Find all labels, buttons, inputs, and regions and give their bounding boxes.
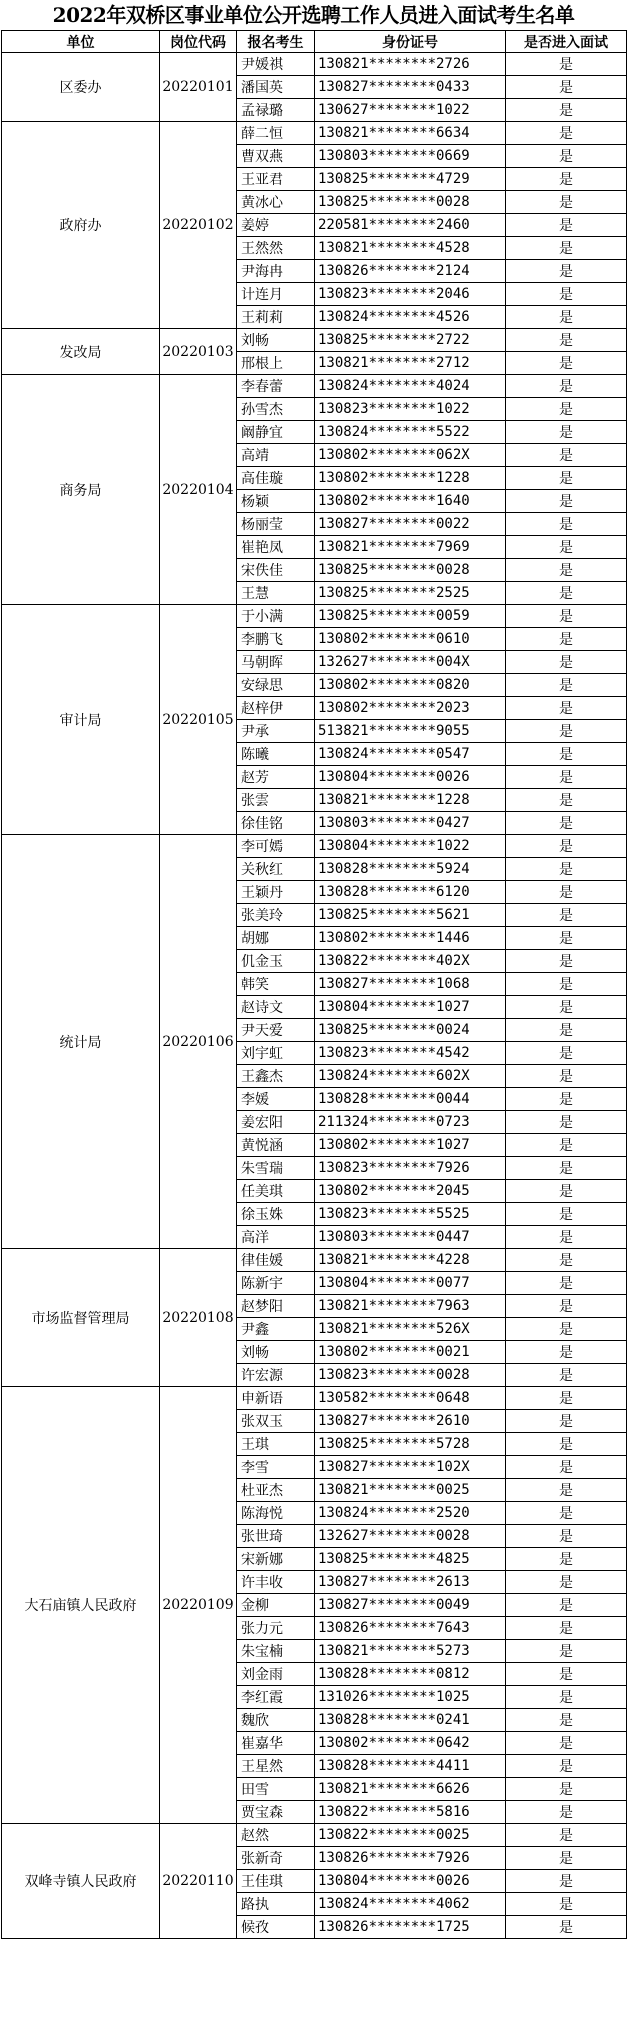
id-number-cell: 130823********5525 [315, 1203, 506, 1226]
table-row [2, 375, 627, 398]
interview-status-cell: 是 [506, 1065, 627, 1088]
interview-status-cell: 是 [506, 1111, 627, 1134]
id-number-cell: 130802********2045 [315, 1180, 506, 1203]
interview-status-cell: 是 [506, 1088, 627, 1111]
id-number-cell: 130804********0026 [315, 1870, 506, 1893]
id-number-cell: 130802********2023 [315, 697, 506, 720]
interview-status-cell: 是 [506, 950, 627, 973]
interview-status-cell: 是 [506, 1663, 627, 1686]
interview-status-cell: 是 [506, 375, 627, 398]
id-number-cell: 130822********0025 [315, 1824, 506, 1847]
candidate-name-cell: 任美琪 [237, 1180, 315, 1203]
id-number-cell: 130802********0642 [315, 1732, 506, 1755]
candidate-name-cell: 计连月 [237, 283, 315, 306]
id-number-cell: 130828********4411 [315, 1755, 506, 1778]
id-number-cell: 130824********2520 [315, 1502, 506, 1525]
candidate-name-cell: 王慧 [237, 582, 315, 605]
header-row [2, 31, 627, 53]
candidate-name-cell: 赵梓伊 [237, 697, 315, 720]
interview-status-cell: 是 [506, 559, 627, 582]
id-number-cell: 211324********0723 [315, 1111, 506, 1134]
candidate-name-cell: 孟禄璐 [237, 99, 315, 122]
interview-status-cell: 是 [506, 168, 627, 191]
table-row [2, 53, 627, 76]
candidate-name-cell: 刘畅 [237, 1341, 315, 1364]
id-number-cell: 130824********5522 [315, 421, 506, 444]
id-number-cell: 130827********0022 [315, 513, 506, 536]
id-number-cell: 130827********102X [315, 1456, 506, 1479]
unit-cell: 区委办 [2, 53, 160, 122]
header-interview: 是否进入面试 [506, 31, 627, 53]
candidate-name-cell: 贾宝森 [237, 1801, 315, 1824]
interview-status-cell: 是 [506, 214, 627, 237]
unit-cell: 大石庙镇人民政府 [2, 1387, 160, 1824]
interview-status-cell: 是 [506, 881, 627, 904]
id-number-cell: 130802********0610 [315, 628, 506, 651]
interview-status-cell: 是 [506, 237, 627, 260]
id-number-cell: 132627********0028 [315, 1525, 506, 1548]
interview-status-cell: 是 [506, 1709, 627, 1732]
interview-status-cell: 是 [506, 1295, 627, 1318]
candidate-name-cell: 张双玉 [237, 1410, 315, 1433]
unit-cell: 统计局 [2, 835, 160, 1249]
interview-status-cell: 是 [506, 1847, 627, 1870]
id-number-cell: 130827********2610 [315, 1410, 506, 1433]
table-row [2, 329, 627, 352]
candidate-name-cell: 韩笑 [237, 973, 315, 996]
interview-status-cell: 是 [506, 536, 627, 559]
interview-status-cell: 是 [506, 835, 627, 858]
candidate-name-cell: 路执 [237, 1893, 315, 1916]
candidate-name-cell: 刘金雨 [237, 1663, 315, 1686]
candidate-name-cell: 王颖丹 [237, 881, 315, 904]
interview-status-cell: 是 [506, 513, 627, 536]
candidate-name-cell: 赵芳 [237, 766, 315, 789]
table-row [2, 605, 627, 628]
candidate-name-cell: 徐佳铭 [237, 812, 315, 835]
interview-status-cell: 是 [506, 1456, 627, 1479]
interview-status-cell: 是 [506, 1870, 627, 1893]
candidate-name-cell: 朱宝楠 [237, 1640, 315, 1663]
candidate-name-cell: 陈新宇 [237, 1272, 315, 1295]
id-number-cell: 130825********0024 [315, 1019, 506, 1042]
table-row [2, 1249, 627, 1272]
id-number-cell: 130802********1640 [315, 490, 506, 513]
candidate-name-cell: 黄冰心 [237, 191, 315, 214]
interview-status-cell: 是 [506, 1272, 627, 1295]
id-number-cell: 130827********0049 [315, 1594, 506, 1617]
interview-status-cell: 是 [506, 53, 627, 76]
unit-cell: 政府办 [2, 122, 160, 329]
candidate-name-cell: 曹双燕 [237, 145, 315, 168]
interview-status-cell: 是 [506, 1594, 627, 1617]
interview-status-cell: 是 [506, 812, 627, 835]
interview-status-cell: 是 [506, 674, 627, 697]
id-number-cell: 130802********062X [315, 444, 506, 467]
candidate-name-cell: 张世琦 [237, 1525, 315, 1548]
candidate-name-cell: 刘宇虹 [237, 1042, 315, 1065]
id-number-cell: 130827********1068 [315, 973, 506, 996]
interview-status-cell: 是 [506, 1571, 627, 1594]
candidate-name-cell: 陈曦 [237, 743, 315, 766]
id-number-cell: 130802********1027 [315, 1134, 506, 1157]
interview-status-cell: 是 [506, 352, 627, 375]
id-number-cell: 130822********402X [315, 950, 506, 973]
candidate-name-cell: 张新奇 [237, 1847, 315, 1870]
table-row [2, 835, 627, 858]
interview-status-cell: 是 [506, 1755, 627, 1778]
table-row [2, 1824, 627, 1847]
interview-status-cell: 是 [506, 743, 627, 766]
candidate-name-cell: 李媛 [237, 1088, 315, 1111]
interview-status-cell: 是 [506, 1548, 627, 1571]
interview-status-cell: 是 [506, 927, 627, 950]
interview-status-cell: 是 [506, 1341, 627, 1364]
id-number-cell: 130804********1027 [315, 996, 506, 1019]
interview-status-cell: 是 [506, 904, 627, 927]
interview-status-cell: 是 [506, 1387, 627, 1410]
interview-status-cell: 是 [506, 1479, 627, 1502]
document-title: 2022年双桥区事业单位公开选聘工作人员进入面试考生名单 [52, 3, 575, 27]
id-number-cell: 130823********0028 [315, 1364, 506, 1387]
unit-cell: 发改局 [2, 329, 160, 375]
candidate-name-cell: 王亚君 [237, 168, 315, 191]
id-number-cell: 130821********526X [315, 1318, 506, 1341]
position-code-cell: 20220104 [160, 375, 237, 605]
candidate-name-cell: 朱雪瑞 [237, 1157, 315, 1180]
candidate-name-cell: 尹承 [237, 720, 315, 743]
id-number-cell: 130821********0025 [315, 1479, 506, 1502]
candidate-name-cell: 王星然 [237, 1755, 315, 1778]
interview-status-cell: 是 [506, 766, 627, 789]
interview-status-cell: 是 [506, 1824, 627, 1847]
id-number-cell: 130803********0447 [315, 1226, 506, 1249]
interview-status-cell: 是 [506, 1203, 627, 1226]
header-unit: 单位 [2, 31, 160, 53]
interview-status-cell: 是 [506, 444, 627, 467]
interview-status-cell: 是 [506, 628, 627, 651]
interview-status-cell: 是 [506, 1157, 627, 1180]
id-number-cell: 130802********1446 [315, 927, 506, 950]
candidate-name-cell: 王然然 [237, 237, 315, 260]
candidate-name-cell: 陈海悦 [237, 1502, 315, 1525]
interview-status-cell: 是 [506, 651, 627, 674]
candidate-name-cell: 宋新娜 [237, 1548, 315, 1571]
candidate-name-cell: 王鑫杰 [237, 1065, 315, 1088]
table-row [2, 1387, 627, 1410]
id-number-cell: 130822********5816 [315, 1801, 506, 1824]
interview-status-cell: 是 [506, 260, 627, 283]
id-number-cell: 130823********7926 [315, 1157, 506, 1180]
table-body [2, 53, 627, 1939]
interview-status-cell: 是 [506, 1893, 627, 1916]
interview-status-cell: 是 [506, 329, 627, 352]
interview-status-cell: 是 [506, 1525, 627, 1548]
id-number-cell: 130821********2726 [315, 53, 506, 76]
candidate-name-cell: 姜宏阳 [237, 1111, 315, 1134]
interview-status-cell: 是 [506, 467, 627, 490]
candidate-name-cell: 李可嫣 [237, 835, 315, 858]
interview-status-cell: 是 [506, 582, 627, 605]
interview-status-cell: 是 [506, 1364, 627, 1387]
interview-status-cell: 是 [506, 697, 627, 720]
candidate-name-cell: 张力元 [237, 1617, 315, 1640]
id-number-cell: 130802********0820 [315, 674, 506, 697]
candidate-name-cell: 高佳璇 [237, 467, 315, 490]
position-code-cell: 20220109 [160, 1387, 237, 1824]
interview-status-cell: 是 [506, 1617, 627, 1640]
id-number-cell: 130828********0044 [315, 1088, 506, 1111]
id-number-cell: 130825********0028 [315, 559, 506, 582]
candidate-name-cell: 阚静宜 [237, 421, 315, 444]
interview-status-cell: 是 [506, 1318, 627, 1341]
position-code-cell: 20220105 [160, 605, 237, 835]
candidate-name-cell: 邢根上 [237, 352, 315, 375]
id-number-cell: 130803********0427 [315, 812, 506, 835]
candidate-name-cell: 王琪 [237, 1433, 315, 1456]
id-number-cell: 130821********6634 [315, 122, 506, 145]
interview-status-cell: 是 [506, 1778, 627, 1801]
id-number-cell: 130828********0812 [315, 1663, 506, 1686]
candidate-name-cell: 薛二恒 [237, 122, 315, 145]
candidate-name-cell: 姜婷 [237, 214, 315, 237]
interview-status-cell: 是 [506, 973, 627, 996]
id-number-cell: 130804********1022 [315, 835, 506, 858]
candidate-name-cell: 杨丽莹 [237, 513, 315, 536]
id-number-cell: 130827********0433 [315, 76, 506, 99]
interview-status-cell: 是 [506, 1226, 627, 1249]
interview-status-cell: 是 [506, 306, 627, 329]
id-number-cell: 130826********1725 [315, 1916, 506, 1939]
candidate-name-cell: 杜亚杰 [237, 1479, 315, 1502]
candidate-name-cell: 宋佚佳 [237, 559, 315, 582]
id-number-cell: 130824********4526 [315, 306, 506, 329]
candidate-name-cell: 胡娜 [237, 927, 315, 950]
interview-status-cell: 是 [506, 99, 627, 122]
id-number-cell: 130828********6120 [315, 881, 506, 904]
id-number-cell: 130823********1022 [315, 398, 506, 421]
candidate-name-cell: 孙雪杰 [237, 398, 315, 421]
id-number-cell: 130804********0077 [315, 1272, 506, 1295]
id-number-cell: 130804********0026 [315, 766, 506, 789]
candidate-name-cell: 王莉莉 [237, 306, 315, 329]
candidate-name-cell: 仉金玉 [237, 950, 315, 973]
id-number-cell: 130803********0669 [315, 145, 506, 168]
candidate-name-cell: 尹鑫 [237, 1318, 315, 1341]
position-code-cell: 20220110 [160, 1824, 237, 1939]
unit-cell: 双峰寺镇人民政府 [2, 1824, 160, 1939]
candidate-name-cell: 赵梦阳 [237, 1295, 315, 1318]
id-number-cell: 130825********2722 [315, 329, 506, 352]
id-number-cell: 130821********2712 [315, 352, 506, 375]
candidate-name-cell: 高洋 [237, 1226, 315, 1249]
id-number-cell: 130826********2124 [315, 260, 506, 283]
position-code-cell: 20220101 [160, 53, 237, 122]
candidate-name-cell: 杨颖 [237, 490, 315, 513]
interview-status-cell: 是 [506, 1433, 627, 1456]
candidate-name-cell: 马朝晖 [237, 651, 315, 674]
candidate-name-cell: 许宏源 [237, 1364, 315, 1387]
interview-status-cell: 是 [506, 76, 627, 99]
candidate-name-cell: 魏欣 [237, 1709, 315, 1732]
candidate-name-cell: 许丰收 [237, 1571, 315, 1594]
candidate-name-cell: 安绿思 [237, 674, 315, 697]
interview-status-cell: 是 [506, 490, 627, 513]
interview-status-cell: 是 [506, 1640, 627, 1663]
position-code-cell: 20220106 [160, 835, 237, 1249]
id-number-cell: 130823********4542 [315, 1042, 506, 1065]
interview-status-cell: 是 [506, 605, 627, 628]
position-code-cell: 20220103 [160, 329, 237, 375]
interview-status-cell: 是 [506, 1732, 627, 1755]
id-number-cell: 130825********5621 [315, 904, 506, 927]
interview-status-cell: 是 [506, 145, 627, 168]
id-number-cell: 130821********4228 [315, 1249, 506, 1272]
id-number-cell: 130825********2525 [315, 582, 506, 605]
candidate-name-cell: 李鹏飞 [237, 628, 315, 651]
candidate-name-cell: 崔艳凤 [237, 536, 315, 559]
candidate-name-cell: 关秋红 [237, 858, 315, 881]
candidate-name-cell: 张美玲 [237, 904, 315, 927]
candidate-name-cell: 赵然 [237, 1824, 315, 1847]
candidate-name-cell: 崔嘉华 [237, 1732, 315, 1755]
interview-status-cell: 是 [506, 122, 627, 145]
candidate-name-cell: 高靖 [237, 444, 315, 467]
position-code-cell: 20220108 [160, 1249, 237, 1387]
id-number-cell: 130821********7963 [315, 1295, 506, 1318]
id-number-cell: 130824********4062 [315, 1893, 506, 1916]
interview-status-cell: 是 [506, 421, 627, 444]
candidate-name-cell: 李雪 [237, 1456, 315, 1479]
candidate-name-cell: 申新语 [237, 1387, 315, 1410]
id-number-cell: 131026********1025 [315, 1686, 506, 1709]
candidate-name-cell: 张雲 [237, 789, 315, 812]
candidate-name-cell: 于小满 [237, 605, 315, 628]
header-code: 岗位代码 [160, 31, 237, 53]
id-number-cell: 132627********004X [315, 651, 506, 674]
candidate-name-cell: 黄悦涵 [237, 1134, 315, 1157]
candidate-name-cell: 李红霞 [237, 1686, 315, 1709]
interview-status-cell: 是 [506, 858, 627, 881]
id-number-cell: 130824********4024 [315, 375, 506, 398]
candidate-name-cell: 李春蕾 [237, 375, 315, 398]
id-number-cell: 130828********5924 [315, 858, 506, 881]
id-number-cell: 130821********4528 [315, 237, 506, 260]
candidate-name-cell: 尹海冉 [237, 260, 315, 283]
id-number-cell: 130823********2046 [315, 283, 506, 306]
interview-status-cell: 是 [506, 720, 627, 743]
candidate-name-cell: 尹天爱 [237, 1019, 315, 1042]
id-number-cell: 130825********5728 [315, 1433, 506, 1456]
id-number-cell: 130802********1228 [315, 467, 506, 490]
interview-status-cell: 是 [506, 283, 627, 306]
id-number-cell: 130582********0648 [315, 1387, 506, 1410]
header-name: 报名考生 [237, 31, 315, 53]
position-code-cell: 20220102 [160, 122, 237, 329]
id-number-cell: 130825********0028 [315, 191, 506, 214]
interview-status-cell: 是 [506, 1502, 627, 1525]
id-number-cell: 513821********9055 [315, 720, 506, 743]
id-number-cell: 130825********0059 [315, 605, 506, 628]
id-number-cell: 130828********0241 [315, 1709, 506, 1732]
interview-status-cell: 是 [506, 789, 627, 812]
header-id: 身份证号 [315, 31, 506, 53]
candidate-name-cell: 金柳 [237, 1594, 315, 1617]
id-number-cell: 130826********7643 [315, 1617, 506, 1640]
id-number-cell: 130821********6626 [315, 1778, 506, 1801]
interview-status-cell: 是 [506, 996, 627, 1019]
candidate-name-cell: 赵诗文 [237, 996, 315, 1019]
interview-status-cell: 是 [506, 1801, 627, 1824]
id-number-cell: 130821********7969 [315, 536, 506, 559]
unit-cell: 市场监督管理局 [2, 1249, 160, 1387]
unit-cell: 商务局 [2, 375, 160, 605]
candidate-name-cell: 律佳媛 [237, 1249, 315, 1272]
candidate-name-cell: 田雪 [237, 1778, 315, 1801]
interview-status-cell: 是 [506, 1249, 627, 1272]
id-number-cell: 130802********0021 [315, 1341, 506, 1364]
id-number-cell: 130825********4825 [315, 1548, 506, 1571]
candidate-table [1, 30, 627, 1939]
id-number-cell: 130821********1228 [315, 789, 506, 812]
id-number-cell: 130827********2613 [315, 1571, 506, 1594]
id-number-cell: 130825********4729 [315, 168, 506, 191]
id-number-cell: 130821********5273 [315, 1640, 506, 1663]
candidate-name-cell: 尹媛祺 [237, 53, 315, 76]
candidate-name-cell: 刘畅 [237, 329, 315, 352]
interview-status-cell: 是 [506, 1180, 627, 1203]
interview-status-cell: 是 [506, 1134, 627, 1157]
id-number-cell: 130627********1022 [315, 99, 506, 122]
interview-status-cell: 是 [506, 1019, 627, 1042]
unit-cell: 审计局 [2, 605, 160, 835]
candidate-name-cell: 徐玉姝 [237, 1203, 315, 1226]
interview-status-cell: 是 [506, 1686, 627, 1709]
id-number-cell: 130826********7926 [315, 1847, 506, 1870]
interview-status-cell: 是 [506, 1916, 627, 1939]
interview-status-cell: 是 [506, 398, 627, 421]
candidate-name-cell: 潘国英 [237, 76, 315, 99]
candidate-name-cell: 王佳琪 [237, 1870, 315, 1893]
id-number-cell: 220581********2460 [315, 214, 506, 237]
table-row [2, 122, 627, 145]
candidate-name-cell: 候孜 [237, 1916, 315, 1939]
interview-status-cell: 是 [506, 191, 627, 214]
id-number-cell: 130824********602X [315, 1065, 506, 1088]
id-number-cell: 130824********0547 [315, 743, 506, 766]
interview-status-cell: 是 [506, 1410, 627, 1433]
interview-status-cell: 是 [506, 1042, 627, 1065]
